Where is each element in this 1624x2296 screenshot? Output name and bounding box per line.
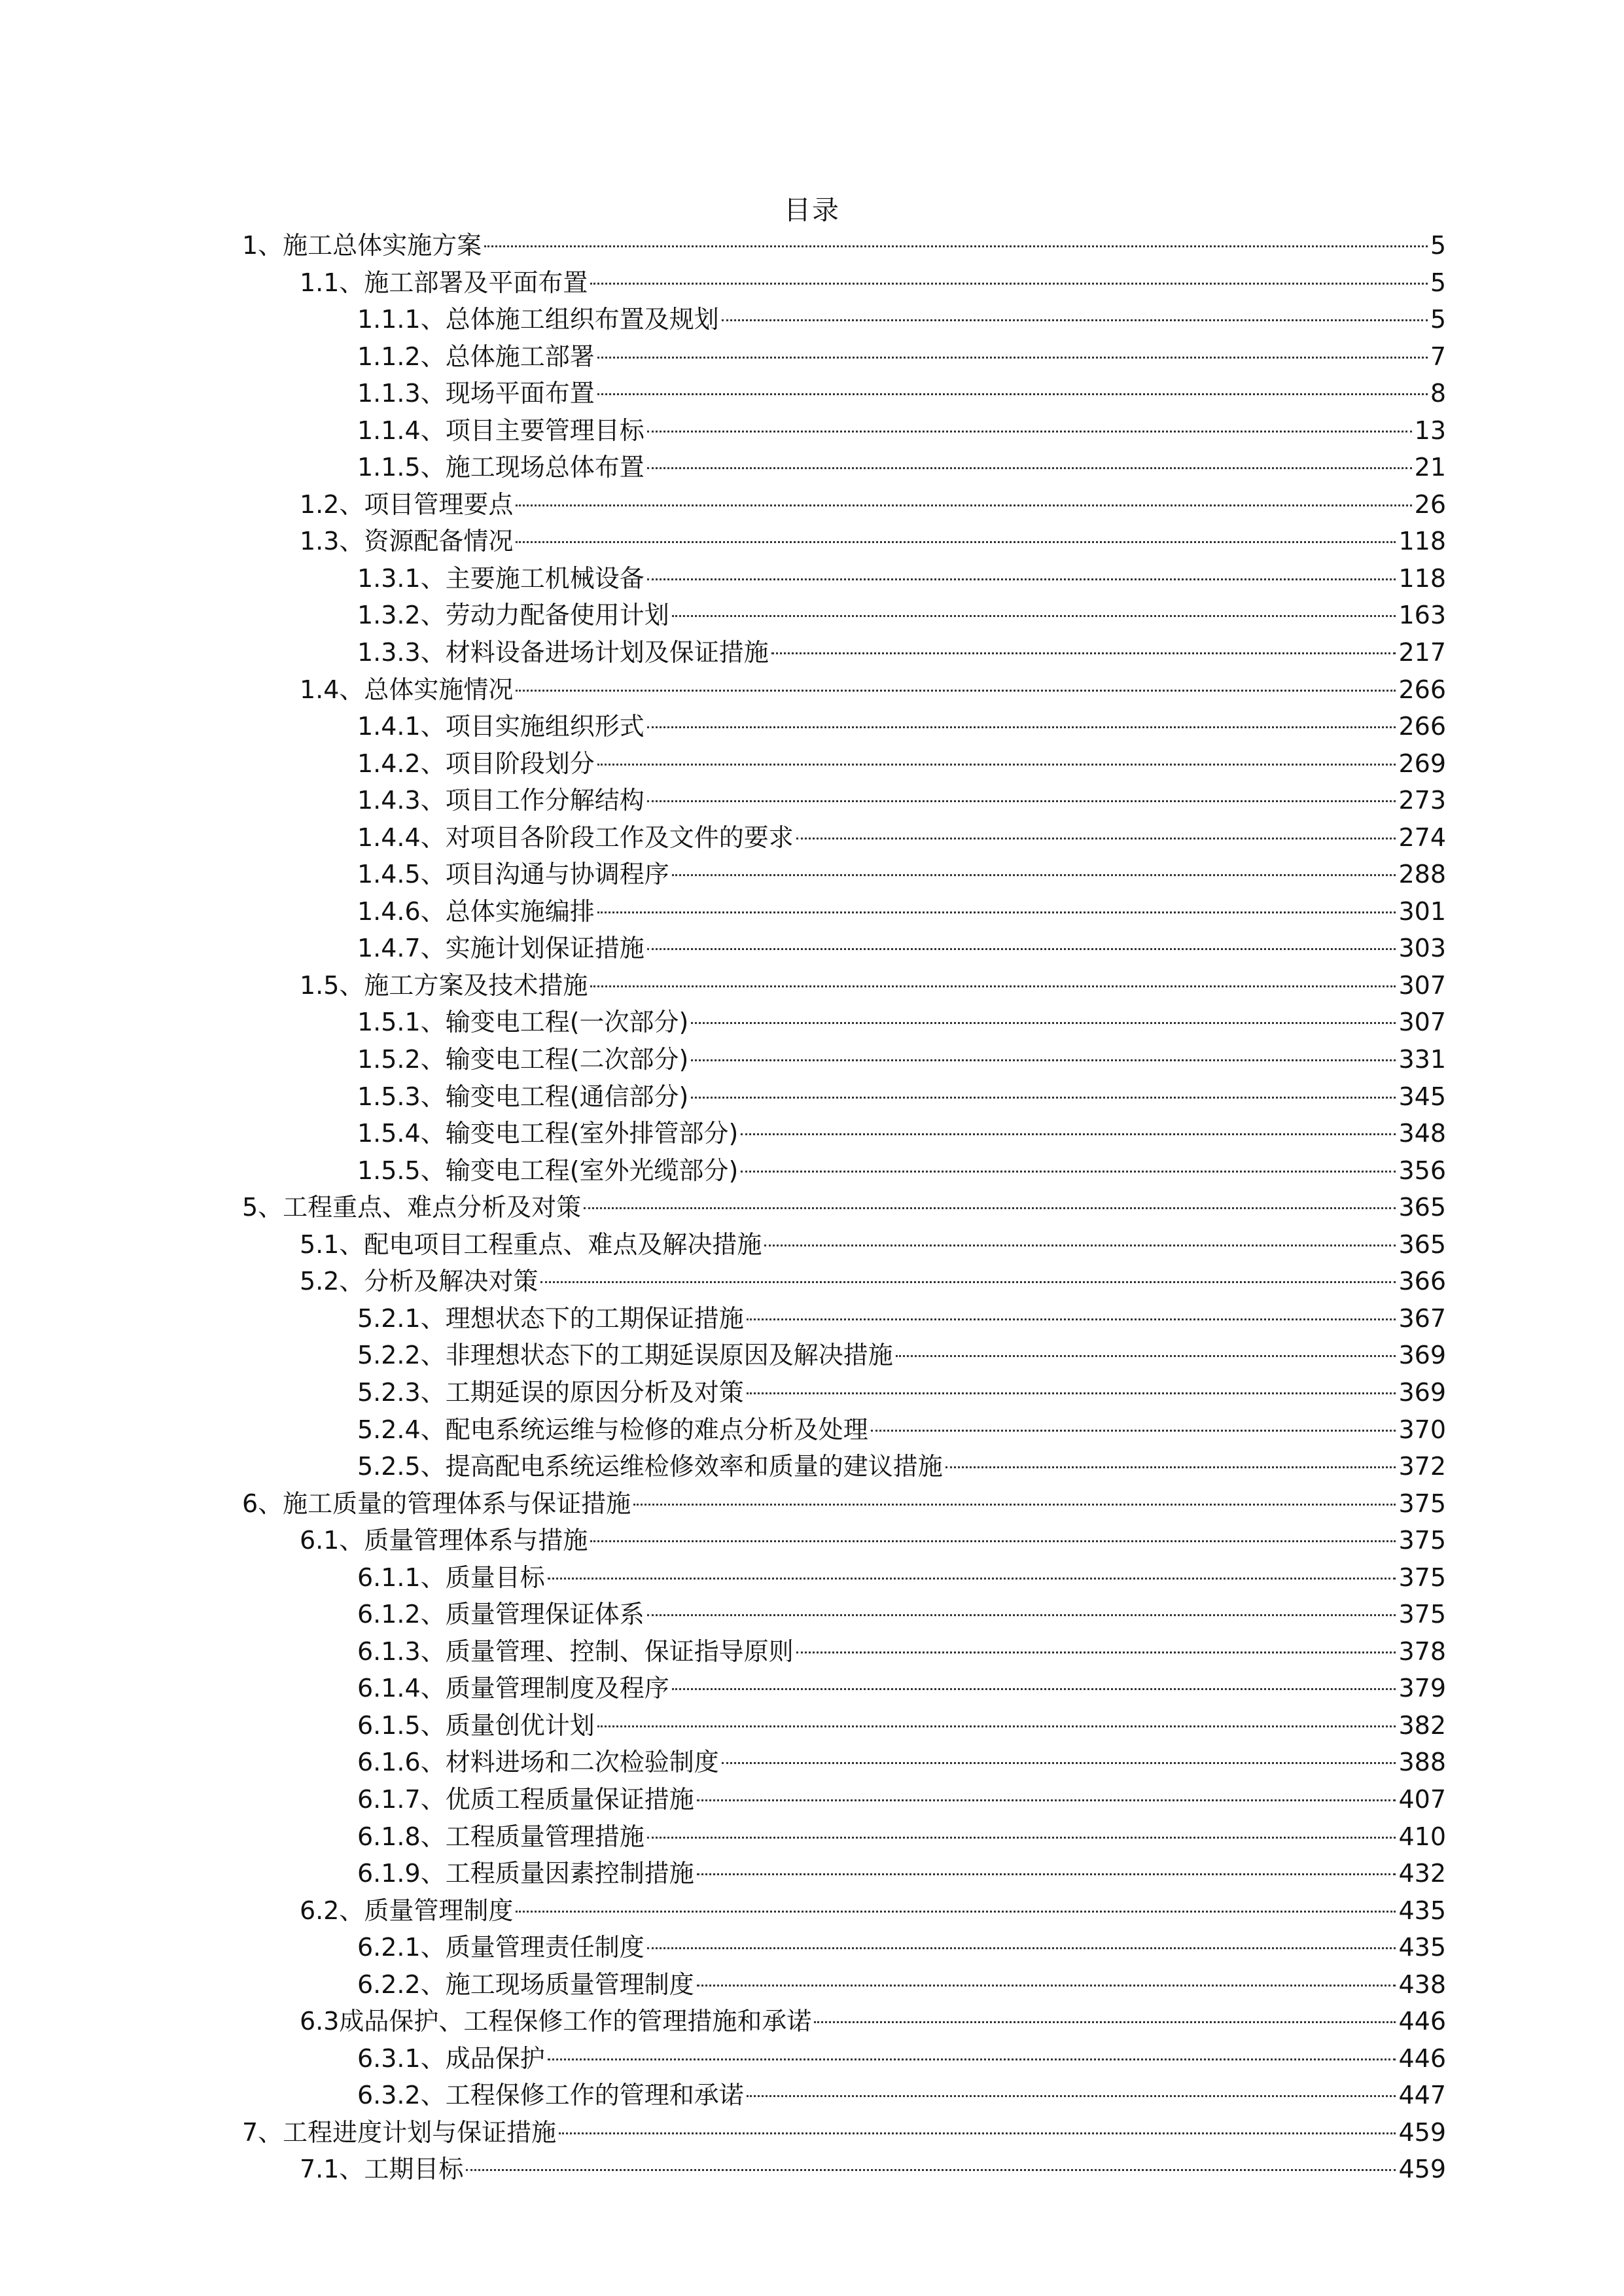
toc-entry-page-number: 447 (1398, 2081, 1446, 2110)
dot-leader (597, 357, 1428, 359)
toc-entry-page-number: 432 (1398, 1859, 1446, 1888)
toc-entry[interactable] (242, 2077, 1446, 2114)
toc-entry-page-number: 118 (1398, 563, 1446, 593)
dot-leader (647, 1837, 1396, 1839)
toc-entry[interactable] (242, 1559, 1446, 1597)
toc-entry[interactable] (242, 1781, 1446, 1818)
dot-leader (672, 874, 1396, 876)
toc-entry-page-number: 366 (1398, 1267, 1446, 1296)
toc-entry[interactable] (242, 1263, 1446, 1300)
dot-leader (741, 1171, 1396, 1173)
toc-entry-label: 6.3.2、工程保修工作的管理和承诺 (357, 2081, 744, 2110)
toc-entry-label: 1.1.3、现场平面布置 (357, 379, 595, 408)
toc-entry-label: 1.5.4、输变电工程(室外排管部分) (357, 1119, 739, 1148)
toc-entry-label: 1.3.3、材料设备进场计划及保证措施 (357, 638, 769, 667)
toc-entry-label: 6.3.1、成品保护 (357, 2043, 545, 2073)
toc-entry-page-number: 13 (1414, 415, 1446, 445)
toc-entry-label: 7.1、工期目标 (300, 2155, 464, 2184)
toc-entry[interactable] (242, 1448, 1446, 1485)
toc-entry-label: 6.1.5、质量创优计划 (357, 1710, 595, 1740)
toc-entry-label: 5.1、配电项目工程重点、难点及解决措施 (300, 1229, 762, 1259)
toc-entry[interactable] (242, 1041, 1446, 1078)
toc-entry-label: 6.1.3、质量管理、控制、保证指导原则 (357, 1636, 794, 1666)
toc-entry-label: 6.1.9、工程质量因素控制措施 (357, 1859, 694, 1888)
dot-leader (691, 1059, 1396, 1061)
toc-entry[interactable] (242, 486, 1446, 523)
dot-leader (590, 283, 1427, 285)
toc-entry-label: 1.4.6、总体实施编排 (357, 896, 595, 926)
toc-entry-page-number: 407 (1398, 1784, 1446, 1814)
toc-entry-page-number: 365 (1398, 1229, 1446, 1259)
toc-entry-label: 6.3成品保护、工程保修工作的管理措施和承诺 (300, 2007, 812, 2036)
toc-entry-label: 1.4.1、项目实施组织形式 (357, 712, 644, 741)
dot-leader (747, 1318, 1396, 1320)
toc-entry[interactable] (242, 1004, 1446, 1041)
toc-entry-page-number: 438 (1398, 1969, 1446, 1999)
dot-leader (764, 1245, 1396, 1246)
toc-entry-label: 1.1.4、项目主要管理目标 (357, 415, 644, 445)
dot-leader (691, 1097, 1396, 1099)
toc-entry[interactable] (242, 930, 1446, 967)
dot-leader (672, 615, 1396, 617)
dot-leader (796, 1651, 1396, 1653)
dot-leader (516, 690, 1396, 692)
dot-leader (647, 578, 1396, 580)
toc-entry[interactable] (242, 1855, 1446, 1892)
toc-entry[interactable] (242, 1596, 1446, 1633)
dot-leader (590, 1540, 1396, 1542)
dot-leader (597, 764, 1396, 766)
toc-entry[interactable] (242, 375, 1446, 412)
toc-entry-page-number: 217 (1398, 638, 1446, 667)
toc-entry-label: 1.1、施工部署及平面布置 (300, 268, 588, 297)
dot-leader (647, 467, 1412, 469)
toc-entry-page-number: 446 (1398, 2043, 1446, 2073)
toc-entry-page-number: 163 (1398, 601, 1446, 630)
dot-leader (647, 800, 1396, 802)
toc-entry[interactable] (242, 1152, 1446, 1190)
toc-entry[interactable] (242, 1115, 1446, 1152)
toc-entry-page-number: 375 (1398, 1563, 1446, 1592)
toc-entry[interactable] (242, 1633, 1446, 1670)
toc-entry-page-number: 301 (1398, 896, 1446, 926)
toc-entry-label: 1.4.3、项目工作分解结构 (357, 786, 644, 815)
dot-leader (747, 1392, 1396, 1394)
dot-leader (722, 319, 1428, 321)
toc-entry-label: 6.2.2、施工现场质量管理制度 (357, 1969, 694, 1999)
toc-entry[interactable] (242, 449, 1446, 486)
toc-entry[interactable] (242, 264, 1446, 302)
toc-entry[interactable] (242, 893, 1446, 930)
toc-entry[interactable] (242, 1670, 1446, 1707)
toc-entry-page-number: 348 (1398, 1119, 1446, 1148)
toc-entry-page-number: 378 (1398, 1636, 1446, 1666)
dot-leader (647, 1947, 1396, 1949)
toc-entry[interactable] (242, 1189, 1446, 1226)
toc-entry-page-number: 356 (1398, 1156, 1446, 1185)
toc-entry-page-number: 5 (1430, 231, 1446, 260)
toc-entry[interactable] (242, 2040, 1446, 2077)
toc-entry[interactable] (242, 523, 1446, 560)
dot-leader (896, 1355, 1396, 1357)
toc-entry-label: 1.3.1、主要施工机械设备 (357, 563, 644, 593)
toc-entry-label: 6.1.8、工程质量管理措施 (357, 1822, 644, 1851)
toc-entry[interactable] (242, 301, 1446, 338)
toc-entry-page-number: 382 (1398, 1710, 1446, 1740)
toc-entry[interactable] (242, 1744, 1446, 1781)
toc-entry-label: 5.2.4、配电系统运维与检修的难点分析及处理 (357, 1415, 868, 1444)
toc-entry-label: 1.2、项目管理要点 (300, 489, 514, 519)
toc-entry-page-number: 5 (1430, 305, 1446, 334)
toc-entry-page-number: 435 (1398, 1933, 1446, 1962)
toc-entry-page-number: 266 (1398, 712, 1446, 741)
dot-leader (672, 1688, 1396, 1690)
dot-leader (647, 1614, 1396, 1616)
dot-leader (559, 2132, 1396, 2134)
toc-entry-label: 1.1.1、总体施工组织布置及规划 (357, 305, 719, 334)
toc-entry-label: 5、工程重点、难点分析及对策 (242, 1193, 582, 1222)
dot-leader (697, 1799, 1396, 1801)
toc-entry-page-number: 372 (1398, 1452, 1446, 1481)
dot-leader (590, 985, 1396, 987)
toc-entry[interactable] (242, 2114, 1446, 2151)
toc-entry-label: 5.2.2、非理想状态下的工期延误原因及解决措施 (357, 1341, 893, 1370)
toc-entry[interactable] (242, 708, 1446, 745)
toc-entry-label: 1.5.3、输变电工程(通信部分) (357, 1082, 689, 1111)
toc-entry-label: 5.2.1、理想状态下的工期保证措施 (357, 1303, 744, 1333)
dot-leader (597, 911, 1396, 913)
toc-entry-page-number: 435 (1398, 1896, 1446, 1925)
dot-leader (466, 2169, 1396, 2171)
dot-leader (548, 2058, 1396, 2060)
toc-entry-page-number: 303 (1398, 934, 1446, 963)
toc-entry-page-number: 269 (1398, 749, 1446, 778)
toc-entry-page-number: 274 (1398, 822, 1446, 852)
toc-entry[interactable] (242, 1522, 1446, 1559)
toc-entry[interactable] (242, 782, 1446, 819)
toc-entry-page-number: 459 (1398, 2117, 1446, 2147)
dot-leader (647, 948, 1396, 950)
toc-entry[interactable] (242, 1078, 1446, 1116)
toc-entry[interactable] (242, 1892, 1446, 1930)
dot-leader (597, 1725, 1396, 1727)
toc-entry[interactable] (242, 1818, 1446, 1856)
toc-entry-page-number: 266 (1398, 675, 1446, 704)
toc-entry-page-number: 375 (1398, 1600, 1446, 1629)
toc-entry[interactable] (242, 671, 1446, 709)
toc-entry-label: 6.1.1、质量目标 (357, 1563, 545, 1592)
dot-leader (741, 1133, 1396, 1135)
toc-entry-page-number: 118 (1398, 527, 1446, 556)
toc-entry-page-number: 388 (1398, 1748, 1446, 1777)
toc-entry-label: 1.4.4、对项目各阶段工作及文件的要求 (357, 822, 794, 852)
toc-entry-label: 1.4.5、项目沟通与协调程序 (357, 860, 669, 889)
dot-leader (597, 393, 1428, 395)
toc-entry-label: 1.1.5、施工现场总体布置 (357, 453, 644, 482)
toc-entry-page-number: 7 (1430, 342, 1446, 371)
toc-entry-label: 6.1.4、质量管理制度及程序 (357, 1674, 669, 1703)
dot-leader (633, 1504, 1396, 1506)
toc-entry-label: 1.4.7、实施计划保证措施 (357, 934, 644, 963)
toc-entry-label: 1.5、施工方案及技术措施 (300, 970, 588, 1000)
dot-leader (697, 1985, 1396, 1987)
toc-entry[interactable] (242, 1966, 1446, 2004)
toc-entry[interactable] (242, 1411, 1446, 1449)
toc-entry-label: 6、施工质量的管理体系与保证措施 (242, 1489, 631, 1518)
toc-entry-label: 1.3、资源配备情况 (300, 527, 514, 556)
toc-entry-page-number: 370 (1398, 1415, 1446, 1444)
dot-leader (516, 504, 1411, 506)
dot-leader (691, 1022, 1396, 1024)
toc-entry-label: 5.2.3、工期延误的原因分析及对策 (357, 1377, 744, 1407)
toc-entry[interactable] (242, 338, 1446, 376)
toc-entry-label: 6.1.2、质量管理保证体系 (357, 1600, 644, 1629)
toc-entry-page-number: 365 (1398, 1193, 1446, 1222)
toc-entry-page-number: 367 (1398, 1303, 1446, 1333)
dot-leader (647, 431, 1412, 433)
toc-entry-page-number: 345 (1398, 1082, 1446, 1111)
toc-entry-page-number: 21 (1414, 453, 1446, 482)
toc-entry[interactable] (242, 1485, 1446, 1523)
toc-entry-page-number: 288 (1398, 860, 1446, 889)
toc-entry-label: 1.1.2、总体施工部署 (357, 342, 595, 371)
toc-entry[interactable] (242, 597, 1446, 634)
toc-entry-label: 7、工程进度计划与保证措施 (242, 2117, 557, 2147)
toc-entry[interactable] (242, 560, 1446, 597)
toc-entry[interactable] (242, 227, 1446, 264)
toc-entry[interactable] (242, 2151, 1446, 2188)
toc-entry[interactable] (242, 1374, 1446, 1411)
toc-entry-page-number: 307 (1398, 1008, 1446, 1037)
toc-entry[interactable] (242, 1226, 1446, 1263)
toc-entry-page-number: 8 (1430, 379, 1446, 408)
toc-entry-label: 1、施工总体实施方案 (242, 231, 482, 260)
dot-leader (697, 1873, 1396, 1875)
dot-leader (945, 1466, 1396, 1468)
dot-leader (516, 541, 1396, 543)
dot-leader (771, 652, 1396, 654)
toc-entry-page-number: 273 (1398, 786, 1446, 815)
toc-entry-label: 1.5.2、输变电工程(二次部分) (357, 1045, 689, 1074)
toc-entry-page-number: 446 (1398, 2007, 1446, 2036)
dot-leader (747, 2095, 1396, 2097)
toc-entry-page-number: 307 (1398, 970, 1446, 1000)
toc-entry-page-number: 375 (1398, 1526, 1446, 1555)
toc-entry-label: 6.2.1、质量管理责任制度 (357, 1933, 644, 1962)
toc-entry-label: 6.1.7、优质工程质量保证措施 (357, 1784, 694, 1814)
dot-leader (584, 1207, 1396, 1209)
table-of-contents (242, 227, 1446, 2188)
toc-title: 目录 (784, 194, 840, 226)
toc-entry[interactable] (242, 2003, 1446, 2040)
dot-leader (871, 1430, 1396, 1432)
toc-entry-page-number: 369 (1398, 1341, 1446, 1370)
toc-entry-page-number: 331 (1398, 1045, 1446, 1074)
toc-entry[interactable] (242, 819, 1446, 857)
dot-leader (722, 1762, 1396, 1764)
toc-entry[interactable] (242, 745, 1446, 783)
toc-entry[interactable] (242, 1707, 1446, 1744)
dot-leader (484, 245, 1428, 247)
toc-entry[interactable] (242, 412, 1446, 450)
dot-leader (540, 1281, 1396, 1283)
toc-entry[interactable] (242, 1337, 1446, 1374)
toc-entry[interactable] (242, 1929, 1446, 1966)
toc-entry-label: 5.2.5、提高配电系统运维检修效率和质量的建议措施 (357, 1452, 943, 1481)
toc-entry-page-number: 410 (1398, 1822, 1446, 1851)
dot-leader (516, 1911, 1396, 1913)
dot-leader (548, 1578, 1396, 1580)
toc-entry-label: 6.1、质量管理体系与措施 (300, 1526, 588, 1555)
toc-entry[interactable] (242, 856, 1446, 893)
toc-entry[interactable] (242, 634, 1446, 671)
dot-leader (647, 726, 1396, 728)
toc-entry-page-number: 459 (1398, 2155, 1446, 2184)
dot-leader (814, 2021, 1396, 2023)
toc-entry-page-number: 369 (1398, 1377, 1446, 1407)
toc-entry-label: 1.5.5、输变电工程(室外光缆部分) (357, 1156, 739, 1185)
toc-entry-page-number: 375 (1398, 1489, 1446, 1518)
toc-entry-label: 6.1.6、材料进场和二次检验制度 (357, 1748, 719, 1777)
toc-entry-label: 6.2、质量管理制度 (300, 1896, 514, 1925)
toc-entry-label: 1.5.1、输变电工程(一次部分) (357, 1008, 689, 1037)
toc-entry-page-number: 26 (1414, 489, 1446, 519)
toc-entry[interactable] (242, 1300, 1446, 1337)
toc-entry[interactable] (242, 967, 1446, 1004)
toc-entry-label: 1.3.2、劳动力配备使用计划 (357, 601, 669, 630)
dot-leader (796, 838, 1396, 839)
toc-entry-label: 1.4.2、项目阶段划分 (357, 749, 595, 778)
toc-entry-label: 1.4、总体实施情况 (300, 675, 514, 704)
toc-entry-label: 5.2、分析及解决对策 (300, 1267, 538, 1296)
toc-entry-page-number: 379 (1398, 1674, 1446, 1703)
toc-entry-page-number: 5 (1430, 268, 1446, 297)
